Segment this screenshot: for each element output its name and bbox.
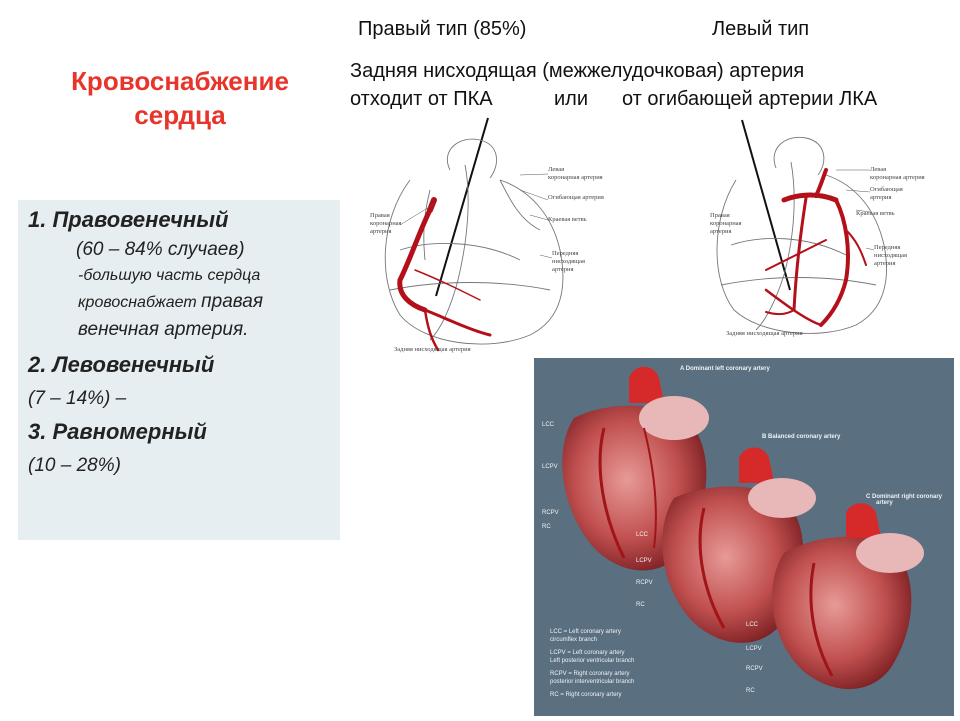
label-c-rcpv: RCPV — [746, 666, 763, 672]
item-2-percent: (7 – 14%) – — [28, 388, 127, 409]
right-dominance-sketch — [370, 130, 610, 358]
label-b-rcpv: RCPV — [636, 580, 653, 586]
coronary-dominance-illustration — [534, 358, 954, 716]
item-1-desc-2a: кровоснабжает — [78, 294, 202, 311]
heading-c — [866, 494, 942, 506]
sketch-right-rca-label — [370, 212, 402, 236]
label-c-lcpv: LCPV — [746, 646, 762, 652]
sketch-left-marg-label: Краевая ветвь — [856, 210, 895, 217]
heart-sketch-left-dominance — [706, 130, 940, 345]
legend-line-6: posterior interventricular branch — [550, 679, 635, 685]
sketch-right-lca-label-1: Левая — [548, 166, 565, 173]
left-dominance-sketch — [706, 130, 940, 345]
sketch-right-marg-label: Краевая ветвь — [548, 216, 587, 223]
title-line-1: Кровоснабжение — [71, 66, 289, 96]
sketch-left-ant-label — [874, 244, 907, 268]
sketch-left-rca-label — [710, 212, 742, 236]
heading-b: B Balanced coronary artery — [762, 434, 841, 440]
heading-a: A Dominant left coronary artery — [680, 366, 770, 372]
sketch-left-circ-label-2: артерия — [870, 194, 892, 201]
sketch-right-circ-label: Огибающая артерия — [548, 194, 604, 201]
sketch-left-circ-label — [870, 186, 903, 202]
legend-line-5: RCPV = Right coronary artery — [550, 671, 630, 677]
origin-left-text: от огибающей артерии ЛКА — [622, 88, 878, 110]
sketch-left-rca-label-1: Правая — [710, 212, 730, 219]
item-3-percent: (10 – 28%) — [28, 455, 121, 476]
origin-right-text: отходит от ПКА — [350, 88, 493, 110]
title-line-2: сердца — [134, 100, 226, 130]
right-type-heading: Правый тип (85%) — [358, 18, 527, 40]
sketch-right-ant-label-3: артерия — [552, 266, 574, 273]
sketch-right-rca-label-2: коронарная — [370, 220, 402, 227]
item-1-desc-2b: правая — [201, 291, 263, 312]
legend-line-1: LCC = Left coronary artery — [550, 629, 621, 635]
sketch-right-lca-label — [548, 166, 603, 182]
origin-or-text: или — [554, 88, 589, 110]
sketch-left-ant-label-1: Передняя — [874, 244, 901, 251]
label-a-rc: RC — [542, 524, 551, 530]
sketch-left-rca-label-3: артерия — [710, 228, 732, 235]
heading-c-2: artery — [876, 500, 893, 506]
label-c-rc: RC — [746, 688, 755, 694]
sketch-right-lca-label-2: коронарная артерия — [548, 174, 603, 181]
label-a-rcpv: RCPV — [542, 510, 559, 516]
item-1-desc-1: -большую часть сердца — [78, 267, 261, 284]
sketch-left-lca-label-2: коронарная артерия — [870, 174, 925, 181]
sketch-left-rca-label-2: коронарная — [710, 220, 742, 227]
sketch-right-rca-label-3: артерия — [370, 228, 392, 235]
label-a-lcpv: LCPV — [542, 464, 558, 470]
legend-line-2: circumflex branch — [550, 637, 598, 643]
left-type-heading: Левый тип — [712, 18, 810, 40]
sketch-left-circ-label-1: Огибающая — [870, 186, 903, 193]
sketch-left-post-label: Задняя нисходящая артерия — [726, 330, 803, 337]
item-1-desc-3: венечная артерия. — [78, 319, 249, 340]
photo-legend — [550, 628, 634, 699]
item-2-title: 2. Левовенечный — [28, 352, 215, 377]
sketch-right-ant-label-2: нисходящая — [552, 258, 585, 265]
legend-line-7: RC = Right coronary artery — [550, 692, 622, 698]
item-1-percent: (60 – 84% случаев) — [76, 239, 245, 260]
sketch-right-ant-label-1: Передняя — [552, 250, 579, 257]
label-b-lcc: LCC — [636, 532, 649, 538]
item-1-title: 1. Правовенечный — [28, 207, 229, 232]
label-a-lcc: LCC — [542, 422, 555, 428]
sketch-left-lca-label — [870, 166, 925, 182]
heart-sketch-right-dominance — [370, 130, 610, 358]
sketch-right-rca-label-1: Правая — [370, 212, 390, 219]
sketch-left-lca-label-1: Левая — [870, 166, 887, 173]
label-b-lcpv: LCPV — [636, 558, 652, 564]
item-3-title: 3. Равномерный — [28, 419, 207, 444]
sketch-left-ant-label-2: нисходящая — [874, 252, 907, 259]
label-c-lcc: LCC — [746, 622, 759, 628]
legend-line-4: Left posterior ventricular branch — [550, 658, 635, 664]
label-b-rc: RC — [636, 602, 645, 608]
sketch-right-ant-label — [552, 250, 585, 274]
sketch-left-ant-label-3: артерия — [874, 260, 896, 267]
sketch-right-post-label: Задняя нисходящая артерия — [394, 346, 471, 353]
artery-description-line: Задняя нисходящая (межжелудочковая) артерия — [350, 60, 805, 82]
legend-line-3: LCPV = Left coronary artery — [550, 650, 625, 656]
heading-c-1: C Dominant right coronary — [866, 494, 943, 500]
